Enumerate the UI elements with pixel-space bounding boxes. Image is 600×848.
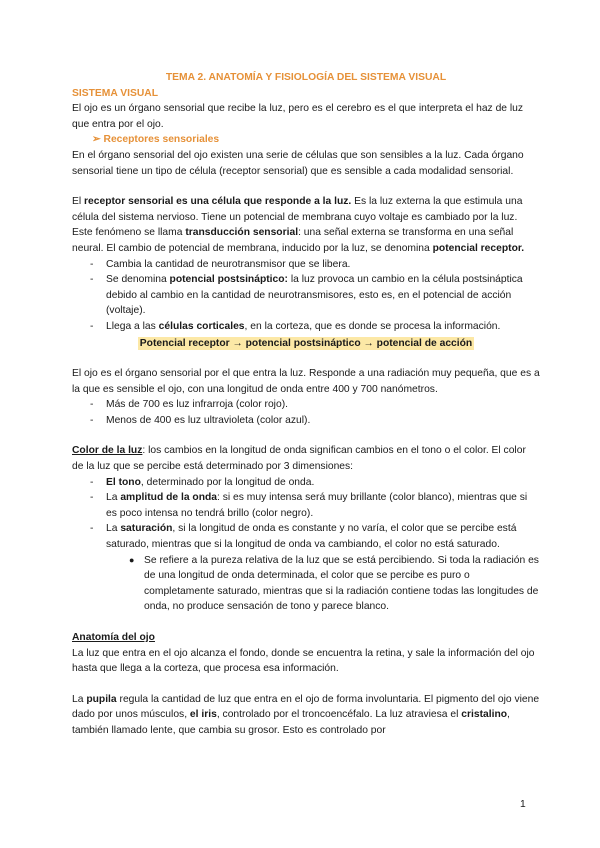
document-title: TEMA 2. ANATOMÍA Y FISIOLOGÍA DEL SISTEMA VISUAL	[165, 72, 447, 83]
paragraph-color: Color de la luz: los cambios en la longitud de onda significan cambios en el tono o el color. El color de la luz que se percibe está determinado por 3 dimensiones:	[72, 445, 526, 473]
page-number: 1	[520, 799, 526, 810]
list-item: - La amplitud de la onda: si es muy intensa será muy brillante (color blanco), mientras que si es poco intensa no tendrá brillo (color negro).	[72, 490, 540, 521]
color-heading: Color de la luz	[72, 445, 143, 457]
paragraph: En el órgano sensorial del ojo existen una serie de células que son sensibles a la luz. Cada órgano sensorial tiene un tipo de célula (receptor sensorial) que es sensible a cada modalidad sensorial.	[72, 149, 524, 177]
list-item: - Se denomina potencial postsináptico: la luz provoca un cambio en la célula postsináptica debido al cambio en la cantidad de neurotransmisores, esto es, en el potencial de acción (voltaje).	[72, 272, 540, 319]
highlighted-summary: Potencial receptor → potencial postsináptico → potencial de acción	[139, 337, 473, 349]
sublist-saturation	[72, 553, 540, 615]
list-item: - La saturación, si la longitud de onda es constante y no varía, el color que se percibe está saturado, mientras que si la longitud de onda va cambiando, el color no está saturado.	[72, 521, 540, 552]
list-item: ● Se refiere a la pureza relativa de la luz que se está percibiendo. Si toda la radiación es de una longitud de onda determinada, el color que se percibe es puro o completamente saturado, mientras que si la radiación contiene todas las longitudes de onda, no produce sensación de tono y parece blanco.	[72, 553, 540, 615]
list-item: - Llega a las células corticales, en la corteza, que es donde se procesa la información.	[72, 319, 540, 335]
document-page	[72, 70, 540, 739]
list-item: - El tono, determinado por la longitud de onda.	[72, 475, 540, 491]
subheading-receptores	[92, 132, 540, 148]
subheading-label: Receptores sensoriales	[103, 134, 220, 146]
section-heading-sistema-visual: SISTEMA VISUAL	[72, 87, 159, 99]
list-item: - Menos de 400 es luz ultravioleta (color azul).	[72, 413, 540, 429]
list-wavelength	[72, 397, 540, 428]
intro-paragraph: El ojo es un órgano sensorial que recibe la luz, pero es el cerebro es el que interpreta el haz de luz que entra por el ojo.	[72, 103, 524, 130]
paragraph: La luz que entra en el ojo alcanza el fondo, donde se encuentra la retina, y sale la información del ojo hasta que llega a la corteza, que procesa esa información.	[72, 647, 535, 675]
list-item: - Más de 700 es luz infrarroja (color rojo).	[72, 397, 540, 413]
list-receptor	[72, 257, 540, 335]
paragraph: El ojo es el órgano sensorial por el que entra la luz. Responde a una radiación muy pequeña, que es a la que es sensible el ojo, con una longitud de onda entre 400 y 700 nanómetros.	[72, 368, 540, 395]
paragraph-pupila: La pupila regula la cantidad de luz que entra en el ojo de forma involuntaria. El pigmento del ojo viene dado por unos músculos, el iris, controlado por el troncoencéfalo. La luz atraviesa el cristalino, también llamado lente, que cambia su grosor. Esto es controlado por	[72, 693, 540, 736]
paragraph-receptor: El receptor sensorial es una célula que responde a la luz. Es la luz externa la que estimula una célula del sistema nervioso. Tiene un potencial de membrana cuyo voltaje es cambiado por la luz. Este fenómeno se llama transducción sensorial: una señal externa se transforma en una señal neural. El cambio de potencial de membrana, inducido por la luz, se denomina potencial receptor.	[72, 196, 525, 254]
list-dimensions	[72, 475, 540, 553]
arrow-icon: ➢	[92, 134, 101, 146]
list-item: - Cambia la cantidad de neurotransmisor que se libera.	[72, 257, 540, 273]
section-heading-anatomia: Anatomía del ojo	[72, 632, 155, 643]
